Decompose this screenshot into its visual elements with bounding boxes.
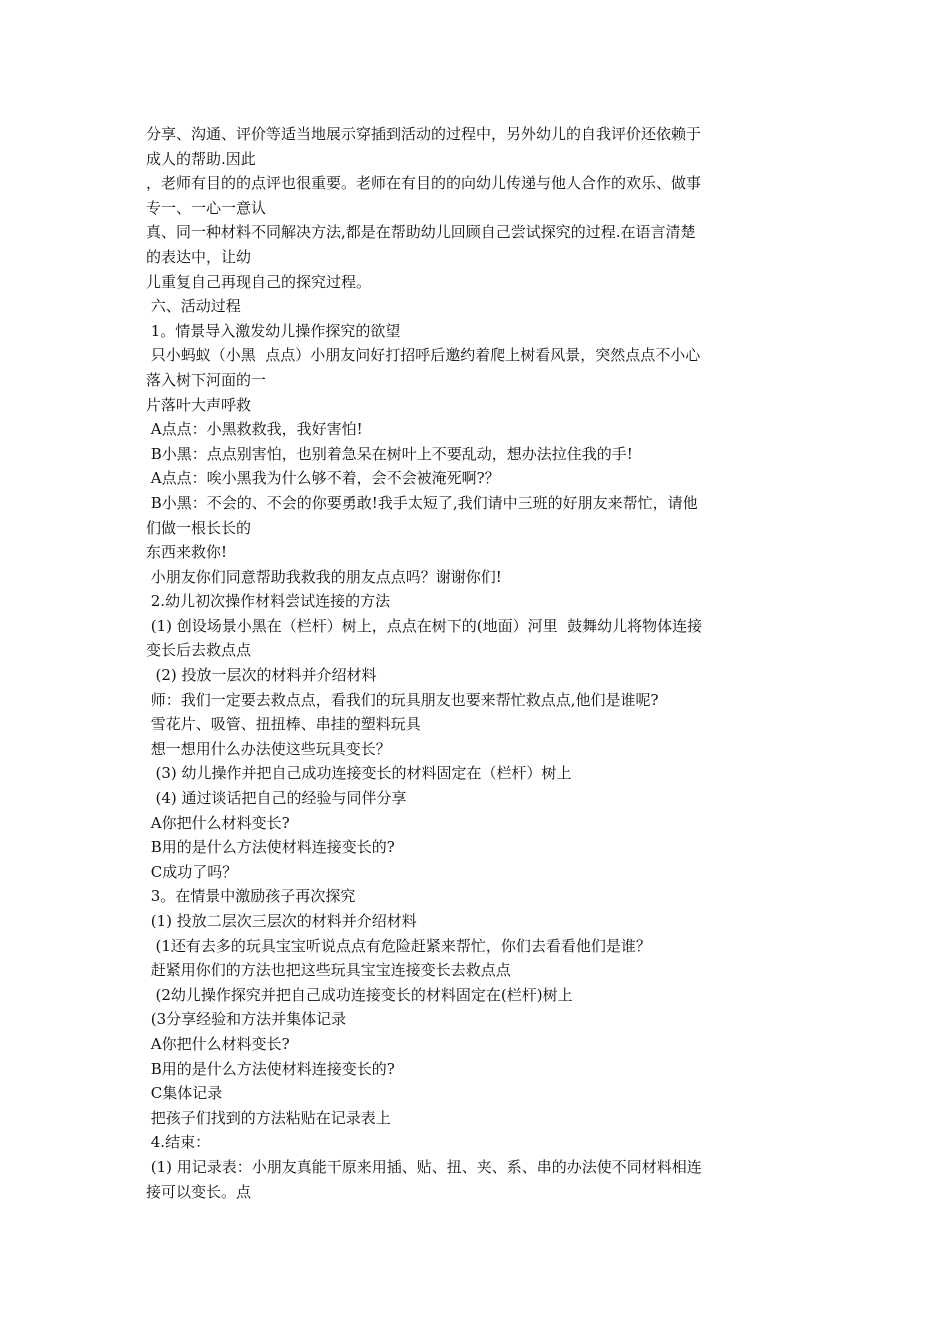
text-line: A你把什么材料变长?: [146, 1034, 290, 1053]
text-line: 小朋友你们同意帮助我救我的朋友点点吗？谢谢你们!: [146, 567, 502, 586]
text-line: 落入树下河面的一: [146, 370, 267, 389]
text-line: (1) 投放二层次三层次的材料并介绍材料: [146, 912, 417, 930]
text-line: 变长后去救点点: [146, 641, 252, 660]
text-line: 师：我们一定要去救点点，看我们的玩具朋友也要来帮忙救点点,他们是谁呢?: [146, 690, 659, 709]
text-line: 3。在情景中激励孩子再次探究: [146, 887, 356, 906]
text-line: 真、同一种材料不同解决方法,都是在帮助幼儿回顾自己尝试探究的过程.在语言清楚: [146, 223, 696, 242]
text-line: B用的是什么方法使材料连接变长的?: [146, 838, 395, 857]
text-line: (3分享经验和方法并集体记录: [146, 1010, 347, 1029]
text-line: ，老师有目的的点评也很重要。老师在有目的的向幼儿传递与他人合作的欢乐、做事: [146, 174, 702, 193]
text-line: (1还有去多的玩具宝宝听说点点有危险赶紧来帮忙，你们去看看他们是谁？: [146, 936, 651, 955]
text-line: 的表达中，让幼: [146, 247, 252, 266]
text-line: A点点：唉小黑我为什么够不着，会不会被淹死啊?？: [146, 469, 500, 488]
text-line: (3) 幼儿操作并把自己成功连接变长的材料固定在（栏杆）树上: [146, 764, 572, 783]
text-line: 六、活动过程: [146, 297, 241, 316]
text-line: 成人的帮助.因此: [146, 149, 256, 168]
text-line: 接可以变长。点: [146, 1182, 252, 1201]
text-line: 东西来救你!: [146, 543, 228, 562]
text-line: (2幼儿操作探究并把自己成功连接变长的材料固定在(栏杆)树上: [146, 985, 573, 1004]
text-line: A点点：小黑救救我，我好害怕!: [146, 420, 363, 439]
text-line: 把孩子们找到的方法粘贴在记录表上: [146, 1108, 391, 1127]
text-line: 4.结束：: [146, 1133, 211, 1152]
document-page: [146, 122, 816, 1204]
text-line: (1) 用记录表：小朋友真能干原来用插、贴、扭、夹、系、串的办法使不同材料相连: [146, 1157, 702, 1176]
text-line: 分享、沟通、评价等适当地展示穿插到活动的过程中，另外幼儿的自我评价还依赖于: [146, 125, 702, 143]
text-line: 赶紧用你们的方法也把这些玩具宝宝连接变长去救点点: [146, 961, 511, 980]
text-line: A你把什么材料变长?: [146, 813, 290, 832]
text-line: B用的是什么方法使材料连接变长的?: [146, 1059, 395, 1078]
text-line: 片落叶大声呼救: [146, 395, 252, 414]
text-line: 雪花片、吸管、扭扭棒、串挂的塑料玩具: [146, 715, 421, 734]
text-line: 儿重复自己再现自己的探究过程。: [146, 272, 372, 291]
text-line: (2) 投放一层次的材料并介绍材料: [146, 666, 377, 685]
text-line: 2.幼儿初次操作材料尝试连接的方法: [146, 592, 391, 611]
text-line: 1。情景导入激发幼儿操作探究的欲望: [146, 321, 401, 340]
text-line: 专一、一心一意认: [146, 198, 267, 217]
text-line: (1) 创设场景小黑在（栏杆）树上，点点在树下的(地面）河里 鼓舞幼儿将物体连接: [146, 616, 703, 635]
text-line: (4) 通过谈话把自己的经验与同伴分享: [146, 789, 407, 808]
text-line: 想一想用什么办法使这些玩具变长？: [146, 739, 391, 758]
text-line: 们做一根长长的: [146, 518, 252, 537]
text-line: B小黑：点点别害怕，也别着急呆在树叶上不要乱动，想办法拉住我的手!: [146, 444, 633, 463]
text-line: B小黑：不会的、不会的你要勇敢!我手太短了,我们请中三班的好朋友来帮忙，请他: [146, 493, 698, 512]
text-line: C集体记录: [146, 1084, 223, 1103]
text-line: C成功了吗？: [146, 862, 238, 881]
text-line: 只小蚂蚁（小黑 点点）小朋友问好打招呼后邀约着爬上树看风景，突然点点不小心: [146, 346, 701, 365]
